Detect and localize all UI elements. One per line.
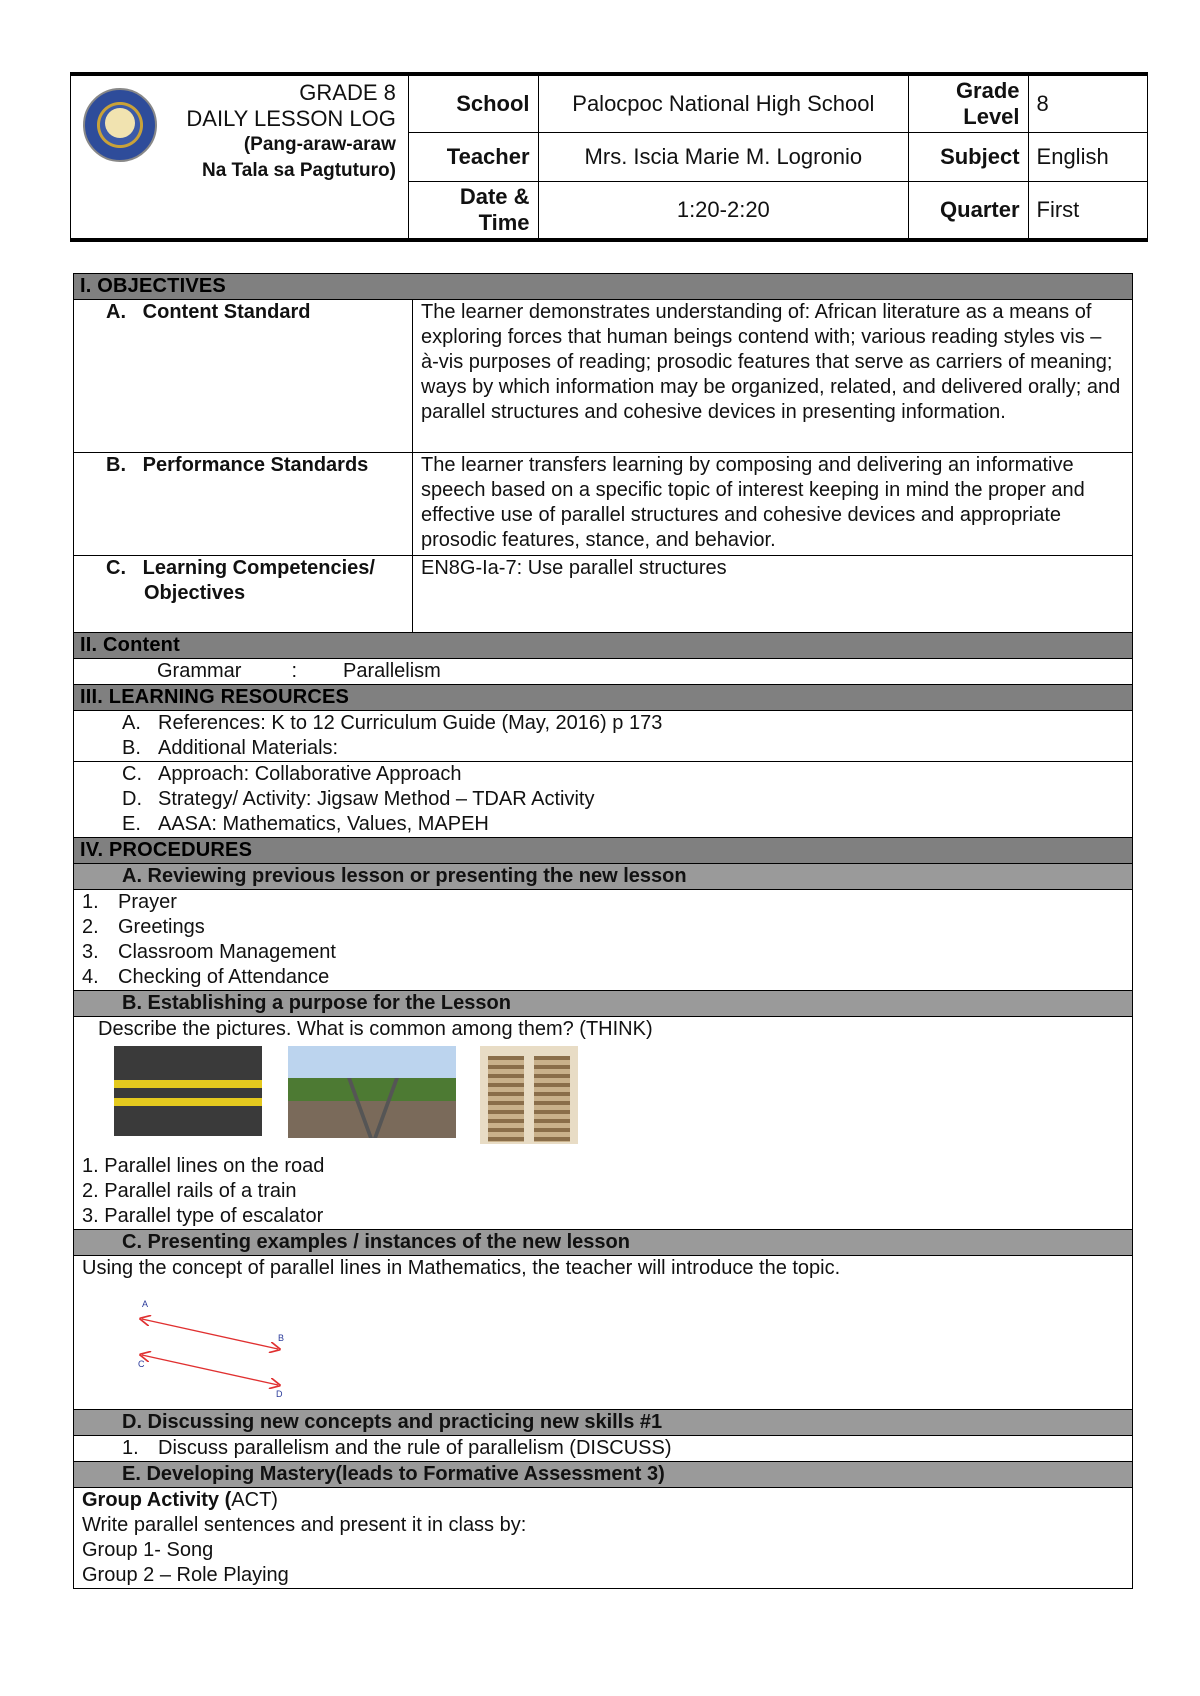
procedure-c-body <box>74 1256 1133 1410</box>
picture-caption-2: 2. Parallel rails of a train <box>82 1180 297 1202</box>
group-1: Group 1- Song <box>82 1539 214 1561</box>
group-activity-instruction: Write parallel sentences and present it in class by: <box>82 1514 527 1536</box>
school-value: Palocpoc National High School <box>538 74 909 133</box>
parallel-lines-svg <box>132 1281 372 1409</box>
procedure-e-heading: E. Developing Mastery(leads to Formative Assessment 3) <box>74 1462 1133 1488</box>
log-title: DAILY LESSON LOG <box>186 106 396 131</box>
procedure-c-heading: C. Presenting examples / instances of the new lesson <box>74 1230 1133 1256</box>
learning-competencies-text: EN8G-Ia-7: Use parallel structures <box>413 556 1133 633</box>
school-label: School <box>408 74 538 133</box>
line-ab <box>142 1319 278 1349</box>
teacher-value: Mrs. Iscia Marie M. Logronio <box>538 133 909 182</box>
picture-caption-3: 3. Parallel type of escalator <box>82 1205 324 1227</box>
content-heading: II. Content <box>74 633 1133 659</box>
procedure-d-heading: D. Discussing new concepts and practicing new skills #1 <box>74 1410 1133 1436</box>
procedure-a-heading: A. Reviewing previous lesson or presenting the new lesson <box>74 864 1133 890</box>
grade-title: GRADE 8 <box>299 80 396 105</box>
performance-standards-label: B. Performance Standards <box>74 453 413 556</box>
group-2: Group 2 – Role Playing <box>82 1564 289 1586</box>
grade-level-value: 8 <box>1028 74 1147 133</box>
procedure-a-list: 1. Prayer 2. Greetings 3. Classroom Management 4. Checking of Attendance <box>74 890 1133 991</box>
quarter-label: Quarter <box>909 182 1028 241</box>
procedure-b-body <box>74 1017 1133 1230</box>
deped-seal-icon <box>83 88 157 162</box>
grade-level-label: Grade Level <box>909 74 1028 133</box>
datetime-label: Date & Time <box>408 182 538 241</box>
picture-caption-1: 1. Parallel lines on the road <box>82 1155 325 1177</box>
content-standard-text: The learner demonstrates understanding of: African literature as a means of exploring forces that human beings contend with; various reading styles vis – à-vis purposes of reading; prosodic features that serve as carriers of meaning; ways by which information may be organized, related, and delivered orally; and parallel structures and cohesive devices in presenting information. <box>413 300 1133 453</box>
quarter-value: First <box>1028 182 1147 241</box>
resources-heading: III. LEARNING RESOURCES <box>74 685 1133 711</box>
subtitle-2: Na Tala sa Pagtuturo) <box>201 160 396 181</box>
learning-competencies-label: C. Learning Competencies/ Objectives <box>74 556 413 633</box>
point-c: C <box>138 1359 145 1369</box>
subject-value: English <box>1028 133 1147 182</box>
parallel-lines-diagram <box>82 1281 1124 1409</box>
procedure-d-item: 1. Discuss parallelism and the rule of parallelism (DISCUSS) <box>74 1436 1133 1462</box>
group-activity-label: Group Activity (ACT) <box>82 1489 278 1511</box>
lesson-table <box>73 273 1133 1589</box>
road-lines-image <box>114 1046 262 1136</box>
line-cd <box>142 1355 278 1385</box>
header-logo-cell <box>71 74 409 240</box>
teacher-label: Teacher <box>408 133 538 182</box>
performance-standards-text: The learner transfers learning by composing and delivering an informative speech based on a specific topic of interest keeping in mind the proper and effective use of parallel structures and cohesive devices and appropriate prosodic features, stance, and behavior. <box>413 453 1133 556</box>
procedure-e-body <box>74 1488 1133 1589</box>
train-rails-image <box>288 1046 456 1138</box>
point-b: B <box>278 1333 285 1343</box>
point-d: D <box>276 1389 283 1399</box>
subtitle-1: (Pang-araw-araw <box>243 134 396 155</box>
procedures-heading: IV. PROCEDURES <box>74 838 1133 864</box>
resources-ab: A. References: K to 12 Curriculum Guide (May, 2016) p 173 B. Additional Materials: <box>74 711 1133 762</box>
content-topic: Grammar : Parallelism <box>74 659 1133 685</box>
content-standard-label: A. Content Standard <box>74 300 413 453</box>
header-title <box>186 80 396 184</box>
procedure-b-prompt: Describe the pictures. What is common among them? (THINK) <box>98 1018 653 1040</box>
pictures-row <box>82 1042 1124 1154</box>
header-table <box>70 72 1148 242</box>
point-a: A <box>142 1299 149 1309</box>
procedure-c-text: Using the concept of parallel lines in Mathematics, the teacher will introduce the topic. <box>82 1257 841 1279</box>
datetime-value: 1:20-2:20 <box>538 182 909 241</box>
procedure-b-heading: B. Establishing a purpose for the Lesson <box>74 991 1133 1017</box>
objectives-heading: I. OBJECTIVES <box>74 274 1133 300</box>
resources-cde: C. Approach: Collaborative Approach D. Strategy/ Activity: Jigsaw Method – TDAR Activity E. AASA: Mathematics, Values, MAPEH <box>74 762 1133 838</box>
escalator-image <box>480 1046 578 1144</box>
subject-label: Subject <box>909 133 1028 182</box>
